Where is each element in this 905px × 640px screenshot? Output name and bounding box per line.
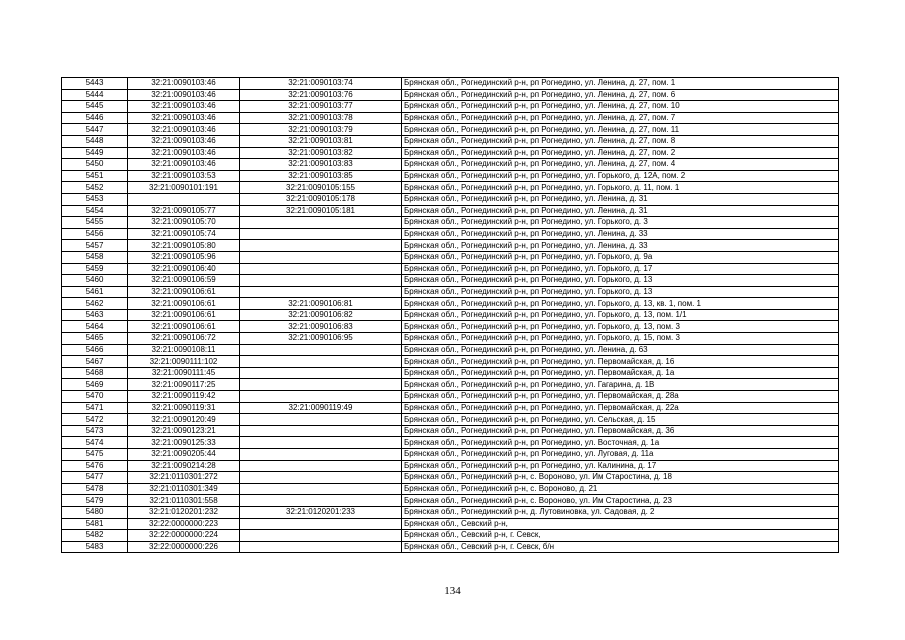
row-number-cell: 5474 <box>62 437 128 449</box>
table-row <box>62 321 839 333</box>
address-cell: Брянская обл., Рогнединский р-н, рп Рогнедино, ул. Луговая, д. 11а <box>402 449 839 461</box>
address-cell: Брянская обл., Рогнединский р-н, рп Рогнедино, ул. Горького, д. 3 <box>402 217 839 229</box>
cadastral-number-cell: 32:21:0090105:80 <box>128 240 240 252</box>
cadastral-number-cell: 32:21:0090103:46 <box>128 89 240 101</box>
cadastral-number-cell: 32:21:0090106:40 <box>128 263 240 275</box>
included-object-cell <box>240 263 402 275</box>
row-number-cell: 5463 <box>62 309 128 321</box>
address-cell: Брянская обл., Рогнединский р-н, с. Вороново, ул. Им Старостина, д. 23 <box>402 495 839 507</box>
cadastral-number-cell: 32:21:0090106:72 <box>128 333 240 345</box>
cadastral-number-cell: 32:21:0090123:21 <box>128 425 240 437</box>
included-object-cell: 32:21:0090119:49 <box>240 402 402 414</box>
included-object-cell: 32:21:0090106:95 <box>240 333 402 345</box>
table-row <box>62 483 839 495</box>
row-number-cell: 5456 <box>62 228 128 240</box>
table-row <box>62 414 839 426</box>
table-row <box>62 518 839 530</box>
table-row <box>62 379 839 391</box>
included-object-cell <box>240 530 402 542</box>
address-cell: Брянская обл., Рогнединский р-н, рп Рогнедино, ул. Ленина, д. 27, пом. 10 <box>402 101 839 113</box>
cadastral-number-cell: 32:22:0000000:224 <box>128 530 240 542</box>
table-row <box>62 356 839 368</box>
row-number-cell: 5471 <box>62 402 128 414</box>
address-cell: Брянская обл., Рогнединский р-н, рп Рогнедино, ул. Горького, д. 9а <box>402 251 839 263</box>
included-object-cell: 32:21:0090105:178 <box>240 193 402 205</box>
row-number-cell: 5476 <box>62 460 128 472</box>
cadastral-number-cell: 32:21:0090106:61 <box>128 286 240 298</box>
row-number-cell: 5483 <box>62 541 128 553</box>
included-object-cell: 32:21:0090106:82 <box>240 309 402 321</box>
row-number-cell: 5466 <box>62 344 128 356</box>
row-number-cell: 5461 <box>62 286 128 298</box>
row-number-cell: 5470 <box>62 391 128 403</box>
address-cell: Брянская обл., Севский р-н, <box>402 518 839 530</box>
address-cell: Брянская обл., Рогнединский р-н, рп Рогнедино, ул. Ленина, д. 27, пом. 4 <box>402 159 839 171</box>
table-row <box>62 460 839 472</box>
row-number-cell: 5443 <box>62 78 128 90</box>
cadastral-number-cell: 32:21:0090106:61 <box>128 298 240 310</box>
address-cell: Брянская обл., Рогнединский р-н, д. Лутовиновка, ул. Садовая, д. 2 <box>402 506 839 518</box>
cadastral-number-cell: 32:21:0090111:102 <box>128 356 240 368</box>
address-cell: Брянская обл., Рогнединский р-н, рп Рогнедино, ул. Ленина, д. 27, пом. 2 <box>402 147 839 159</box>
table-row <box>62 425 839 437</box>
address-cell: Брянская обл., Рогнединский р-н, рп Рогнедино, ул. Горького, д. 11, пом. 1 <box>402 182 839 194</box>
row-number-cell: 5444 <box>62 89 128 101</box>
table-row <box>62 472 839 484</box>
property-table <box>61 77 839 553</box>
address-cell: Брянская обл., Рогнединский р-н, рп Рогнедино, ул. Горького, д. 15, пом. 3 <box>402 333 839 345</box>
table-row <box>62 286 839 298</box>
row-number-cell: 5450 <box>62 159 128 171</box>
cadastral-number-cell: 32:21:0090103:53 <box>128 170 240 182</box>
included-object-cell <box>240 379 402 391</box>
cadastral-number-cell: 32:21:0090120:49 <box>128 414 240 426</box>
address-cell: Брянская обл., Рогнединский р-н, рп Рогнедино, ул. Сельская, д. 15 <box>402 414 839 426</box>
table-row <box>62 391 839 403</box>
address-cell: Брянская обл., Рогнединский р-н, рп Рогнедино, ул. Ленина, д. 33 <box>402 240 839 252</box>
included-object-cell <box>240 391 402 403</box>
table-row <box>62 298 839 310</box>
included-object-cell: 32:21:0090103:82 <box>240 147 402 159</box>
address-cell: Брянская обл., Рогнединский р-н, рп Рогнедино, ул. Первомайская, д. 28а <box>402 391 839 403</box>
included-object-cell <box>240 275 402 287</box>
table-row <box>62 147 839 159</box>
table-row <box>62 159 839 171</box>
address-cell: Брянская обл., Рогнединский р-н, рп Рогнедино, ул. Ленина, д. 27, пом. 8 <box>402 135 839 147</box>
row-number-cell: 5445 <box>62 101 128 113</box>
address-cell: Брянская обл., Севский р-н, г. Севск, б/н <box>402 541 839 553</box>
included-object-cell <box>240 460 402 472</box>
table-row <box>62 263 839 275</box>
row-number-cell: 5457 <box>62 240 128 252</box>
included-object-cell <box>240 356 402 368</box>
row-number-cell: 5455 <box>62 217 128 229</box>
address-cell: Брянская обл., Рогнединский р-н, рп Рогнедино, ул. Ленина, д. 27, пом. 7 <box>402 112 839 124</box>
address-cell: Брянская обл., Рогнединский р-н, рп Рогнедино, ул. Горького, д. 17 <box>402 263 839 275</box>
address-cell: Брянская обл., Рогнединский р-н, рп Рогнедино, ул. Первомайская, д. 16 <box>402 356 839 368</box>
cadastral-number-cell: 32:21:0090105:74 <box>128 228 240 240</box>
row-number-cell: 5469 <box>62 379 128 391</box>
included-object-cell <box>240 518 402 530</box>
cadastral-number-cell: 32:21:0090103:46 <box>128 101 240 113</box>
address-cell: Брянская обл., Рогнединский р-н, рп Рогнедино, ул. Первомайская, д. 36 <box>402 425 839 437</box>
address-cell: Брянская обл., Рогнединский р-н, рп Рогнедино, ул. Калинина, д. 17 <box>402 460 839 472</box>
address-cell: Брянская обл., Рогнединский р-н, рп Рогнедино, ул. Горького, д. 13, пом. 1/1 <box>402 309 839 321</box>
address-cell: Брянская обл., Рогнединский р-н, рп Рогнедино, ул. Горького, д. 12А, пом. 2 <box>402 170 839 182</box>
cadastral-number-cell: 32:21:0090106:59 <box>128 275 240 287</box>
row-number-cell: 5454 <box>62 205 128 217</box>
included-object-cell: 32:21:0090105:155 <box>240 182 402 194</box>
address-cell: Брянская обл., Севский р-н, г. Севск, <box>402 530 839 542</box>
table-row <box>62 309 839 321</box>
included-object-cell <box>240 367 402 379</box>
table-row <box>62 112 839 124</box>
included-object-cell <box>240 495 402 507</box>
table-row <box>62 506 839 518</box>
cadastral-number-cell: 32:21:0090103:46 <box>128 78 240 90</box>
included-object-cell: 32:21:0090103:83 <box>240 159 402 171</box>
row-number-cell: 5452 <box>62 182 128 194</box>
row-number-cell: 5462 <box>62 298 128 310</box>
address-cell: Брянская обл., Рогнединский р-н, рп Рогнедино, ул. Гагарина, д. 1В <box>402 379 839 391</box>
table-row <box>62 78 839 90</box>
address-cell: Брянская обл., Рогнединский р-н, рп Рогнедино, ул. Ленина, д. 31 <box>402 193 839 205</box>
included-object-cell: 32:21:0090103:77 <box>240 101 402 113</box>
row-number-cell: 5479 <box>62 495 128 507</box>
table-row <box>62 530 839 542</box>
table-row <box>62 449 839 461</box>
included-object-cell <box>240 240 402 252</box>
cadastral-number-cell: 32:21:0090103:46 <box>128 135 240 147</box>
page-number: 134 <box>444 585 461 597</box>
table-row <box>62 217 839 229</box>
included-object-cell: 32:21:0090106:83 <box>240 321 402 333</box>
cadastral-number-cell: 32:21:0090103:46 <box>128 147 240 159</box>
address-cell: Брянская обл., Рогнединский р-н, рп Рогнедино, ул. Ленина, д. 31 <box>402 205 839 217</box>
address-cell: Брянская обл., Рогнединский р-н, рп Рогнедино, ул. Горького, д. 13, пом. 3 <box>402 321 839 333</box>
cadastral-number-cell: 32:21:0090106:61 <box>128 309 240 321</box>
included-object-cell: 32:21:0090103:85 <box>240 170 402 182</box>
cadastral-number-cell: 32:21:0090119:31 <box>128 402 240 414</box>
cadastral-number-cell: 32:21:0090101:191 <box>128 182 240 194</box>
included-object-cell <box>240 425 402 437</box>
cadastral-number-cell: 32:21:0090119:42 <box>128 391 240 403</box>
row-number-cell: 5481 <box>62 518 128 530</box>
cadastral-number-cell: 32:21:0090105:70 <box>128 217 240 229</box>
row-number-cell: 5448 <box>62 135 128 147</box>
included-object-cell <box>240 541 402 553</box>
address-cell: Брянская обл., Рогнединский р-н, с. Вороново, д. 21 <box>402 483 839 495</box>
table-row <box>62 333 839 345</box>
row-number-cell: 5446 <box>62 112 128 124</box>
table-row <box>62 495 839 507</box>
cadastral-number-cell: 32:21:0090105:77 <box>128 205 240 217</box>
cadastral-number-cell: 32:21:0090111:45 <box>128 367 240 379</box>
row-number-cell: 5480 <box>62 506 128 518</box>
table-row <box>62 367 839 379</box>
cadastral-number-cell <box>128 193 240 205</box>
table-row <box>62 275 839 287</box>
cadastral-number-cell: 32:21:0110301:558 <box>128 495 240 507</box>
address-cell: Брянская обл., Рогнединский р-н, рп Рогнедино, ул. Горького, д. 13 <box>402 275 839 287</box>
table-row <box>62 251 839 263</box>
cadastral-number-cell: 32:21:0090205:44 <box>128 449 240 461</box>
cadastral-number-cell: 32:21:0110301:349 <box>128 483 240 495</box>
included-object-cell: 32:21:0090103:76 <box>240 89 402 101</box>
address-cell: Брянская обл., Рогнединский р-н, рп Рогнедино, ул. Ленина, д. 27, пом. 6 <box>402 89 839 101</box>
included-object-cell: 32:21:0120201:233 <box>240 506 402 518</box>
table-row <box>62 344 839 356</box>
table-row <box>62 170 839 182</box>
address-cell: Брянская обл., Рогнединский р-н, рп Рогнедино, ул. Горького, д. 13 <box>402 286 839 298</box>
row-number-cell: 5453 <box>62 193 128 205</box>
address-cell: Брянская обл., Рогнединский р-н, с. Вороново, ул. Им Старостина, д. 18 <box>402 472 839 484</box>
row-number-cell: 5468 <box>62 367 128 379</box>
address-cell: Брянская обл., Рогнединский р-н, рп Рогнедино, ул. Ленина, д. 27, пом. 11 <box>402 124 839 136</box>
row-number-cell: 5447 <box>62 124 128 136</box>
row-number-cell: 5478 <box>62 483 128 495</box>
cadastral-number-cell: 32:21:0090108:11 <box>128 344 240 356</box>
address-cell: Брянская обл., Рогнединский р-н, рп Рогнедино, ул. Горького, д. 13, кв. 1, пом. 1 <box>402 298 839 310</box>
cadastral-number-cell: 32:21:0090105:96 <box>128 251 240 263</box>
row-number-cell: 5464 <box>62 321 128 333</box>
row-number-cell: 5477 <box>62 472 128 484</box>
row-number-cell: 5475 <box>62 449 128 461</box>
address-cell: Брянская обл., Рогнединский р-н, рп Рогнедино, ул. Ленина, д. 63 <box>402 344 839 356</box>
cadastral-number-cell: 32:21:0090103:46 <box>128 112 240 124</box>
cadastral-number-cell: 32:22:0000000:226 <box>128 541 240 553</box>
address-cell: Брянская обл., Рогнединский р-н, рп Рогнедино, ул. Восточная, д. 1а <box>402 437 839 449</box>
table-row <box>62 437 839 449</box>
table-row <box>62 101 839 113</box>
cadastral-number-cell: 32:21:0120201:232 <box>128 506 240 518</box>
included-object-cell: 32:21:0090103:81 <box>240 135 402 147</box>
included-object-cell <box>240 286 402 298</box>
row-number-cell: 5460 <box>62 275 128 287</box>
included-object-cell <box>240 414 402 426</box>
table-row <box>62 182 839 194</box>
row-number-cell: 5473 <box>62 425 128 437</box>
row-number-cell: 5472 <box>62 414 128 426</box>
included-object-cell <box>240 251 402 263</box>
included-object-cell: 32:21:0090103:78 <box>240 112 402 124</box>
table-row <box>62 541 839 553</box>
address-cell: Брянская обл., Рогнединский р-н, рп Рогнедино, ул. Ленина, д. 33 <box>402 228 839 240</box>
included-object-cell <box>240 228 402 240</box>
row-number-cell: 5482 <box>62 530 128 542</box>
table-row <box>62 240 839 252</box>
address-cell: Брянская обл., Рогнединский р-н, рп Рогнедино, ул. Первомайская, д. 22а <box>402 402 839 414</box>
row-number-cell: 5465 <box>62 333 128 345</box>
included-object-cell <box>240 449 402 461</box>
table-row <box>62 89 839 101</box>
cadastral-number-cell: 32:21:0090103:46 <box>128 124 240 136</box>
included-object-cell: 32:21:0090106:81 <box>240 298 402 310</box>
included-object-cell <box>240 344 402 356</box>
table-row <box>62 402 839 414</box>
table-row <box>62 124 839 136</box>
included-object-cell: 32:21:0090103:74 <box>240 78 402 90</box>
included-object-cell <box>240 217 402 229</box>
cadastral-number-cell: 32:21:0090103:46 <box>128 159 240 171</box>
table-row <box>62 135 839 147</box>
table-row <box>62 193 839 205</box>
row-number-cell: 5451 <box>62 170 128 182</box>
cadastral-number-cell: 32:21:0110301:272 <box>128 472 240 484</box>
table-body <box>62 78 839 553</box>
included-object-cell <box>240 437 402 449</box>
included-object-cell <box>240 483 402 495</box>
table-row <box>62 228 839 240</box>
cadastral-number-cell: 32:21:0090117:25 <box>128 379 240 391</box>
row-number-cell: 5467 <box>62 356 128 368</box>
cadastral-number-cell: 32:21:0090125:33 <box>128 437 240 449</box>
address-cell: Брянская обл., Рогнединский р-н, рп Рогнедино, ул. Первомайская, д. 1а <box>402 367 839 379</box>
address-cell: Брянская обл., Рогнединский р-н, рп Рогнедино, ул. Ленина, д. 27, пом. 1 <box>402 78 839 90</box>
row-number-cell: 5459 <box>62 263 128 275</box>
table-row <box>62 205 839 217</box>
cadastral-number-cell: 32:21:0090214:28 <box>128 460 240 472</box>
cadastral-number-cell: 32:22:0000000:223 <box>128 518 240 530</box>
row-number-cell: 5458 <box>62 251 128 263</box>
cadastral-number-cell: 32:21:0090106:61 <box>128 321 240 333</box>
included-object-cell: 32:21:0090103:79 <box>240 124 402 136</box>
included-object-cell: 32:21:0090105:181 <box>240 205 402 217</box>
included-object-cell <box>240 472 402 484</box>
row-number-cell: 5449 <box>62 147 128 159</box>
